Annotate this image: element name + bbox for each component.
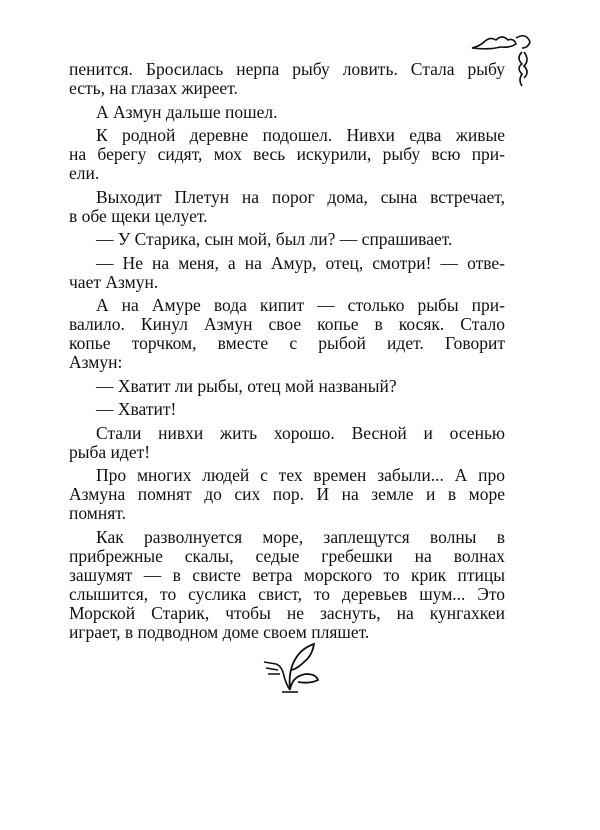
text-line: Стали нивхи жить хорошо. Весной и осенью [96, 422, 505, 443]
text-line: — Не на меня, а на Амур, отец, смотри! — отве- [96, 252, 505, 273]
text-line: Как разволнуется море, заплещутся волны в [96, 526, 505, 547]
text-line: копье торчком, вместе с рыбой идет. Говорит [69, 333, 505, 353]
text-line: пенится. Бросилась нерпа рыбу ловить. Стала рыбу [69, 59, 505, 79]
paragraph [69, 296, 505, 372]
text-line: прибрежные скалы, седые гребешки на волнах [69, 545, 505, 566]
text-line: рыба идет! [69, 441, 151, 462]
text-line: Азмун: [69, 352, 123, 372]
paragraph [69, 424, 505, 462]
text-line: — У Старика, сын мой, был ли? — спрашивает. [96, 229, 453, 249]
book-page-text [69, 60, 505, 646]
text-line: Морской Старик, чтобы не заснуть, на кунгахкеи [69, 602, 505, 623]
text-line: Про многих людей с тех времен забыли... А про [96, 465, 505, 485]
text-line: играет, в подводном доме своем пляшет. [69, 621, 370, 642]
paragraph [69, 230, 505, 249]
text-line: валило. Кинул Азмун свое копье в косяк. Стало [69, 314, 505, 334]
plant-ornament-icon [262, 640, 322, 695]
paragraph [69, 103, 505, 122]
paragraph [69, 400, 505, 419]
text-line: зашумят — в свисте ветра морского то крик птицы [69, 564, 505, 585]
text-line: чает Азмун. [69, 271, 159, 292]
text-line: ели. [69, 163, 100, 183]
text-line: К родной деревне подошел. Нивхи едва живые [96, 125, 505, 145]
text-line: есть, на глазах жиреет. [69, 78, 238, 98]
text-line: на берегу сидят, мох весь искурили, рыбу всю при- [69, 144, 505, 164]
text-line: — Хватит ли рыбы, отец мой названый? [96, 375, 397, 396]
text-line: А на Амуре вода кипит — столько рыбы при- [96, 295, 505, 315]
text-line: слышится, то суслика свист, то деревьев шум... Это [69, 583, 505, 604]
paragraph [69, 126, 505, 183]
text-line: помнят. [69, 503, 126, 523]
paragraph [69, 466, 505, 523]
paragraph [69, 254, 505, 292]
text-line: — Хватит! [96, 399, 177, 419]
text-line: А Азмун дальше пошел. [96, 101, 278, 122]
paragraph [69, 528, 505, 642]
paragraph [69, 377, 505, 396]
paragraph [69, 60, 505, 98]
text-line: в обе щеки целует. [69, 205, 208, 226]
paragraph [69, 188, 505, 226]
text-line: Выходит Плетун на порог дома, сына встречает, [96, 186, 505, 207]
text-line: Азмуна помнят до сих пор. И на земле и в море [69, 484, 505, 504]
